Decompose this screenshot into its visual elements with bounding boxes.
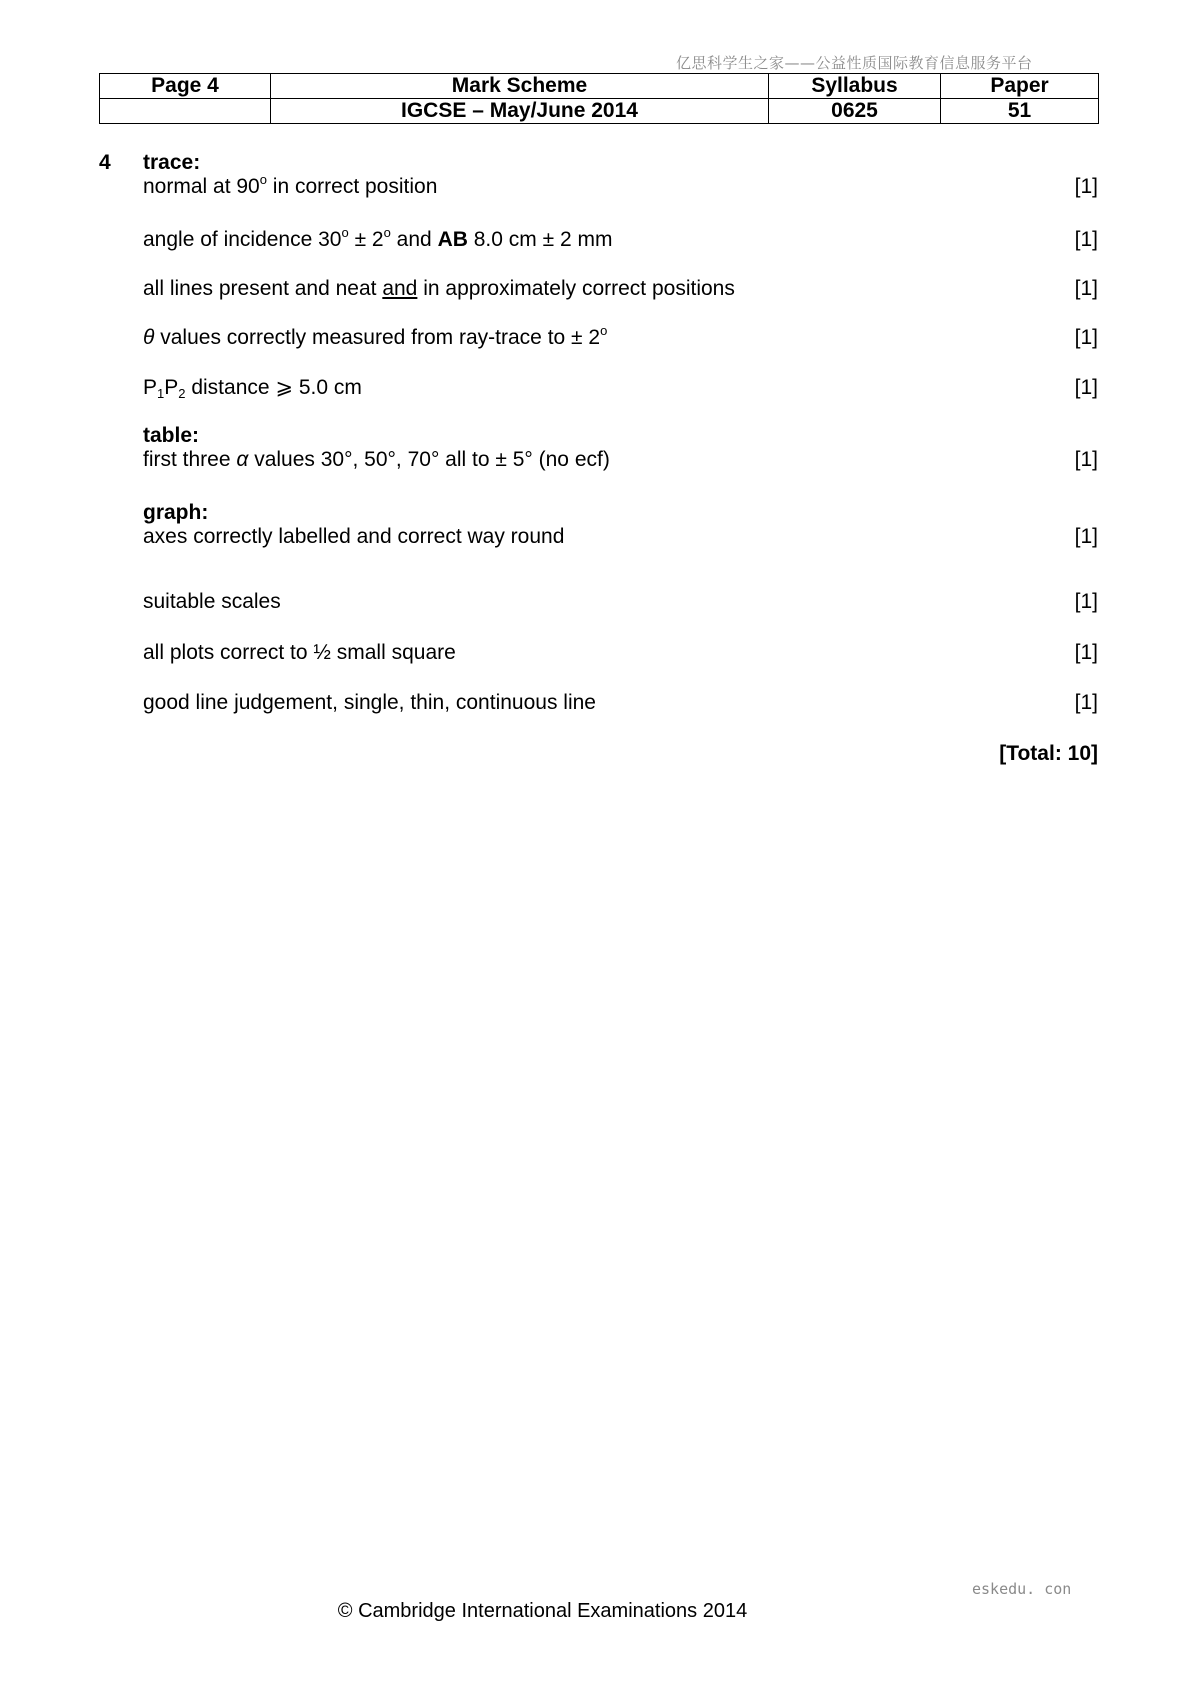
mark-value: [1] bbox=[1074, 691, 1098, 714]
list-item: first three α values 30°, 50°, 70° all to ± 5° (no ecf) [1] bbox=[143, 448, 1098, 471]
list-item: angle of incidence $30^o \pm 2^o$ and AB 8.0 cm ± 2 mm [1] bbox=[143, 225, 1098, 251]
list-item: $P_1P_2$ distance ⩾ 5.0 cm [1] bbox=[143, 376, 1098, 401]
mark-value: [1] bbox=[1074, 175, 1098, 198]
mark-value: [1] bbox=[1074, 525, 1098, 548]
copyright-footer: © Cambridge International Examinations 2014 bbox=[337, 1600, 748, 1622]
graph-section bbox=[143, 501, 1098, 549]
list-item: axes correctly labelled and correct way round [1] bbox=[143, 525, 1098, 548]
question-number: 4 bbox=[99, 151, 111, 174]
watermark-bottom: eskedu. con bbox=[972, 1580, 1072, 1598]
mark-value: [1] bbox=[1074, 277, 1098, 300]
exam-session: IGCSE – May/June 2014 bbox=[271, 99, 769, 124]
mark-value: [1] bbox=[1074, 326, 1098, 349]
list-item: suitable scales [1] bbox=[143, 590, 1098, 613]
syllabus-label: Syllabus bbox=[769, 74, 941, 99]
mark-value: [1] bbox=[1074, 590, 1098, 613]
blank-cell bbox=[100, 99, 271, 124]
paper-code: 51 bbox=[941, 99, 1099, 124]
mark-value: [1] bbox=[1074, 448, 1098, 471]
mark-value: [1] bbox=[1074, 376, 1098, 399]
total-marks: [Total: 10] bbox=[999, 742, 1098, 765]
page-number: Page 4 bbox=[100, 74, 271, 99]
watermark-top: 亿思科学生之家——公益性质国际教育信息服务平台 bbox=[676, 54, 1033, 72]
mark-value: [1] bbox=[1074, 228, 1098, 251]
section-heading-graph: graph: bbox=[143, 501, 209, 524]
section-heading-trace: trace: bbox=[143, 151, 201, 174]
mark-value: [1] bbox=[1074, 641, 1098, 664]
list-item: θ values correctly measured from ray-trace to ± $2^o$ [1] bbox=[143, 323, 1098, 349]
list-item: good line judgement, single, thin, continuous line [1] bbox=[143, 691, 1098, 714]
trace-section bbox=[143, 151, 1098, 199]
list-item: all lines present and neat and in approximately correct positions [1] bbox=[143, 277, 1098, 300]
list-item: normal at 90$^o$ in correct position [1] bbox=[143, 172, 1098, 198]
document-title: Mark Scheme bbox=[271, 74, 769, 99]
table-section bbox=[143, 424, 1098, 472]
section-heading-table: table: bbox=[143, 424, 200, 447]
list-item: all plots correct to ½ small square [1] bbox=[143, 641, 1098, 664]
paper-label: Paper bbox=[941, 74, 1099, 99]
header-table bbox=[99, 73, 1099, 124]
syllabus-code: 0625 bbox=[769, 99, 941, 124]
